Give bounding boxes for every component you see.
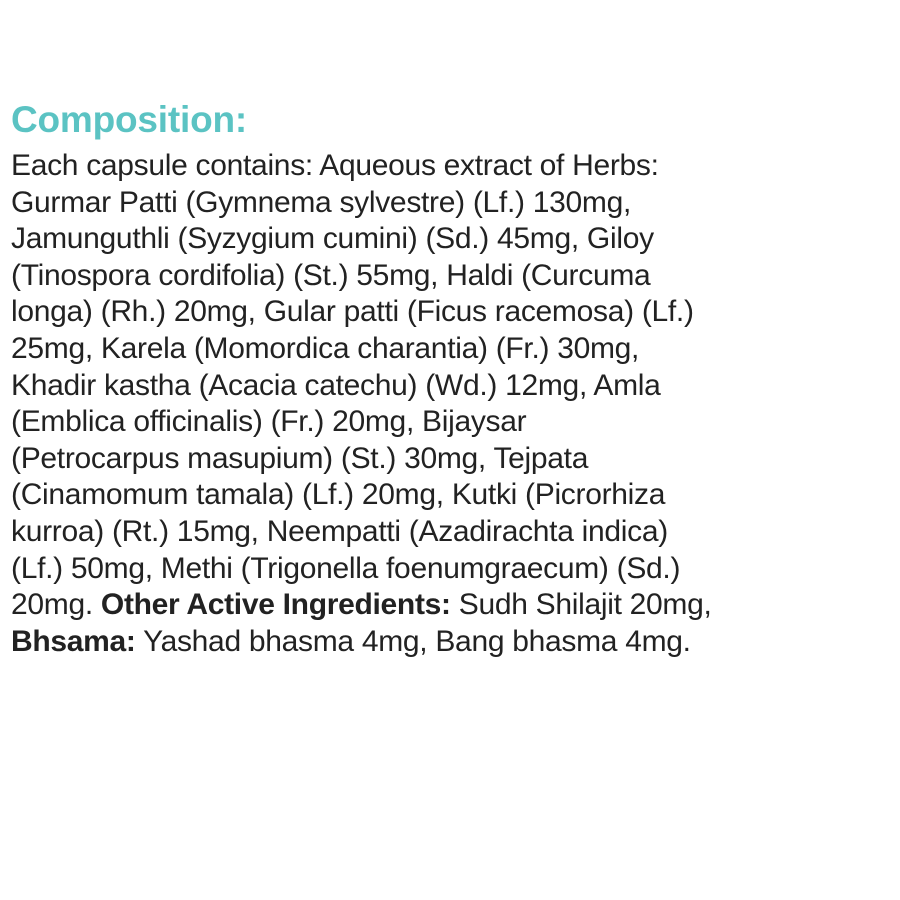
composition-line: Khadir kastha (Acacia catechu) (Wd.) 12mg, Amla (11, 368, 661, 402)
composition-line: kurroa) (Rt.) 15mg, Neempatti (Azadirachta indica) (11, 514, 668, 548)
bhasma-value: Yashad bhasma 4mg, Bang bhasma 4mg. (135, 624, 691, 658)
line-prefix: 20mg. (11, 588, 101, 622)
composition-line: Gurmar Patti (Gymnema sylvestre) (Lf.) 130mg, (11, 185, 631, 219)
other-active-ingredients-label: Other Active Ingredients: (100, 588, 451, 622)
bhasma-line (11, 624, 891, 661)
composition-line: 25mg, Karela (Momordica charantia) (Fr.) 30mg, (11, 331, 640, 365)
composition-line: longa) (Rh.) 20mg, Gular patti (Ficus racemosa) (Lf.) (11, 295, 694, 329)
composition-line: (Emblica officinalis) (Fr.) 20mg, Bijaysar (11, 405, 527, 439)
composition-line: (Cinamomum tamala) (Lf.) 20mg, Kutki (Picrorhiza (11, 478, 666, 512)
composition-body (11, 148, 891, 660)
composition-line: Jamunguthli (Syzygium cumini) (Sd.) 45mg, Giloy (11, 222, 654, 256)
other-active-ingredients-value: Sudh Shilajit 20mg, (450, 588, 712, 622)
composition-line: Each capsule contains: Aqueous extract of Herbs: (11, 149, 659, 182)
composition-panel (11, 96, 891, 660)
composition-line: (Petrocarpus masupium) (St.) 30mg, Tejpata (11, 441, 589, 475)
composition-line: (Lf.) 50mg, Methi (Trigonella foenumgraecum) (Sd.) (11, 551, 681, 585)
composition-heading: Composition: (11, 99, 248, 140)
other-active-ingredients-line (11, 587, 891, 624)
composition-line: (Tinospora cordifolia) (St.) 55mg, Haldi (Curcuma (11, 258, 651, 292)
bhasma-label: Bhsama: (11, 624, 136, 658)
